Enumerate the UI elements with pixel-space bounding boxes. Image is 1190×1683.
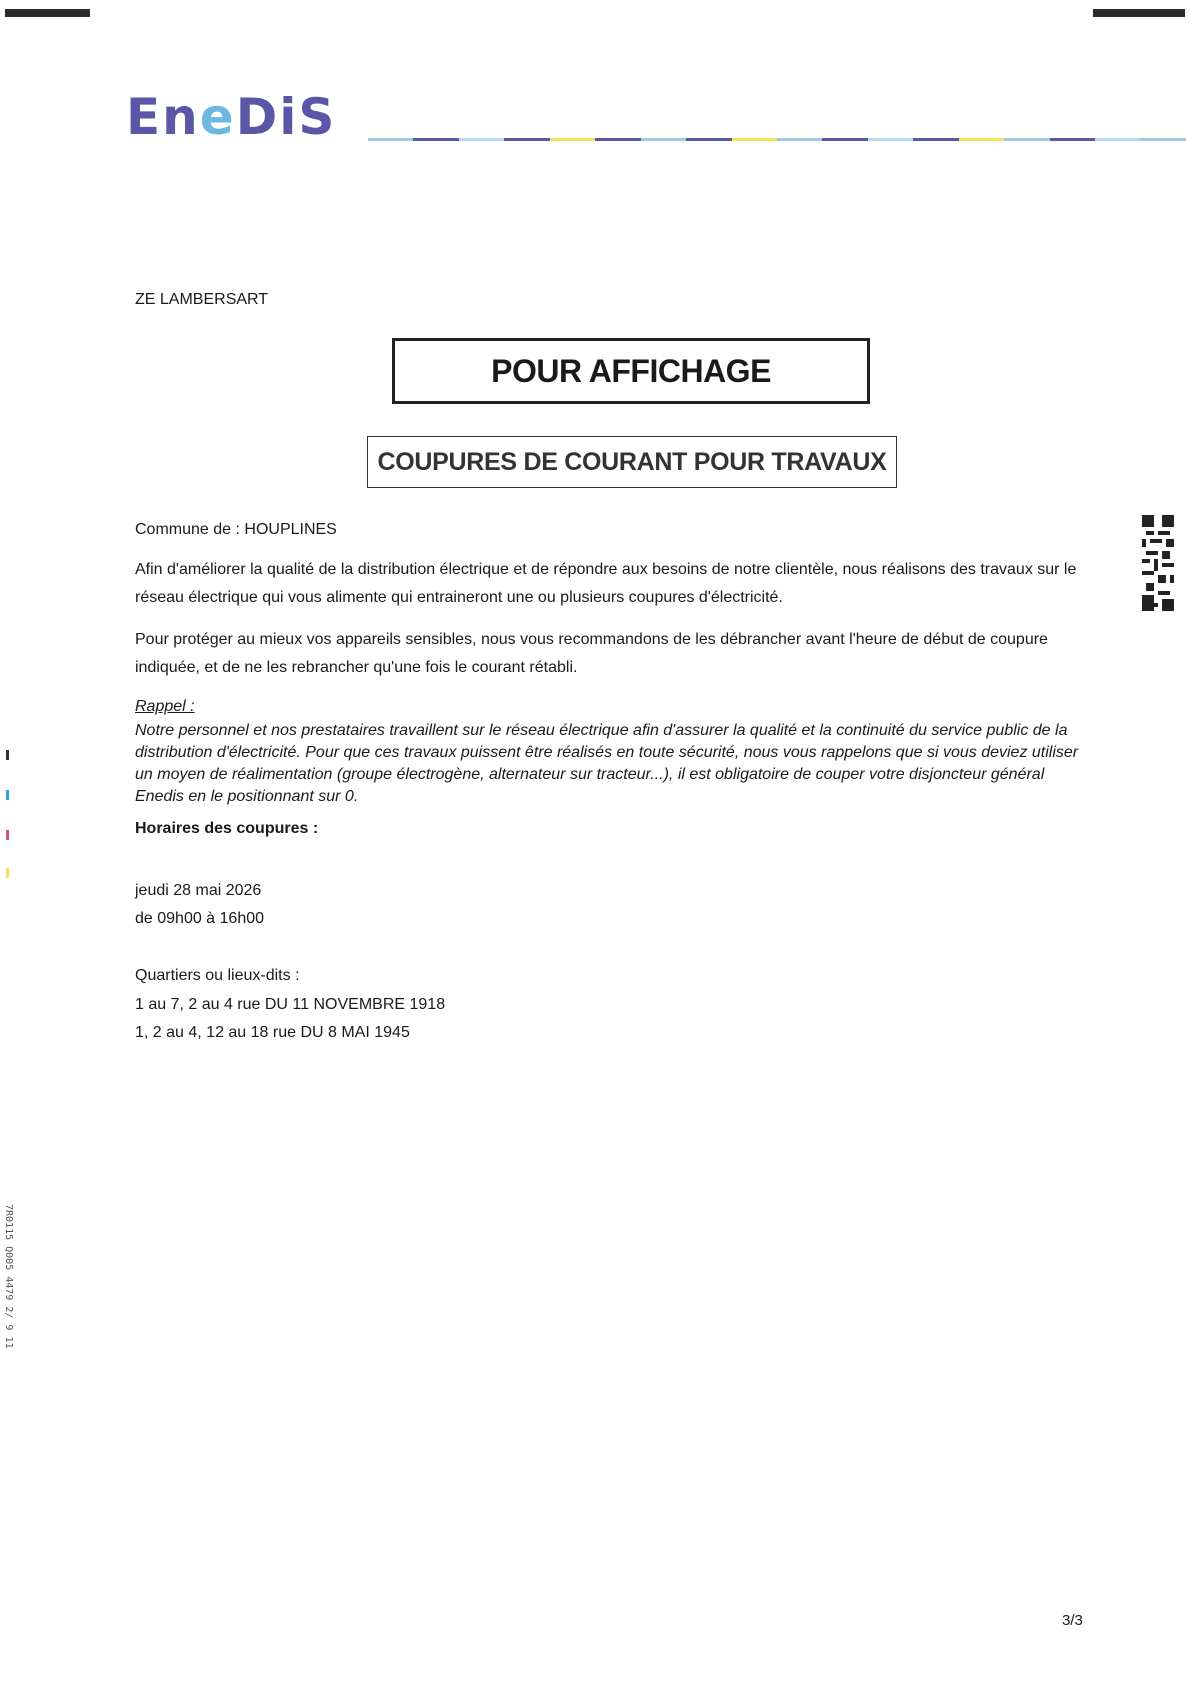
street-line: 1 au 7, 2 au 4 rue DU 11 NOVEMBRE 1918 bbox=[135, 996, 446, 1013]
heading-coupures bbox=[367, 436, 897, 488]
quartiers-title: Quartiers ou lieux-dits : bbox=[135, 967, 300, 984]
logo-part-1: En bbox=[126, 88, 200, 146]
enedis-logo bbox=[126, 88, 337, 146]
rappel-label: Rappel : bbox=[135, 698, 195, 715]
scan-mark-left bbox=[5, 9, 90, 17]
qr-code-icon bbox=[1142, 515, 1174, 611]
margin-mark-yellow bbox=[6, 868, 9, 878]
heading-secondary-text: COUPURES DE COURANT POUR TRAVAUX bbox=[377, 447, 887, 476]
street-line: 1, 2 au 4, 12 au 18 rue DU 8 MAI 1945 bbox=[135, 1024, 410, 1041]
commune-line: Commune de : HOUPLINES bbox=[135, 521, 337, 538]
outage-date: jeudi 28 mai 2026 bbox=[135, 882, 262, 899]
margin-mark-magenta bbox=[6, 830, 9, 840]
zone-label: ZE LAMBERSART bbox=[135, 291, 269, 308]
logo-part-3: DiS bbox=[235, 88, 337, 146]
advice-paragraph: Pour protéger au mieux vos appareils sensibles, nous vous recommandons de les débrancher avant l'heure de début de coupure indiquée, et de ne les rebrancher qu'une fois le courant rétabli. bbox=[135, 631, 1048, 676]
side-code: 7R0115 Q005 4479 2/ 9 11 bbox=[3, 1204, 14, 1349]
outage-hours: de 09h00 à 16h00 bbox=[135, 910, 265, 927]
logo-rule bbox=[368, 138, 1186, 141]
margin-mark-black bbox=[6, 750, 9, 760]
margin-mark-cyan bbox=[6, 790, 9, 800]
rappel-text: Notre personnel et nos prestataires travaillent sur le réseau électrique afin d'assurer la qualité et la continuité du service public de la distribution d'électricité. Pour que ces travaux puissent être réalisés en toute sécurité, nous vous rappelons que si vous deviez utiliser un moyen de réalimentation (groupe électrogène, alternateur sur tracteur...), il est obligatoire de couper votre disjoncteur général Enedis en le positionnant sur 0. bbox=[135, 722, 1079, 805]
horaires-title: Horaires des coupures : bbox=[135, 820, 319, 837]
scan-mark-right bbox=[1093, 9, 1185, 17]
intro-paragraph: Afin d'améliorer la qualité de la distribution électrique et de répondre aux besoins de notre clientèle, nous réalisons des travaux sur le réseau électrique qui vous alimente qui entraineront une ou plusieurs coupures d'électricité. bbox=[135, 561, 1077, 606]
heading-pour-affichage bbox=[392, 338, 870, 404]
logo-part-2: e bbox=[199, 88, 236, 146]
page-number: 3/3 bbox=[1062, 1612, 1083, 1629]
heading-primary-text: POUR AFFICHAGE bbox=[491, 352, 771, 389]
